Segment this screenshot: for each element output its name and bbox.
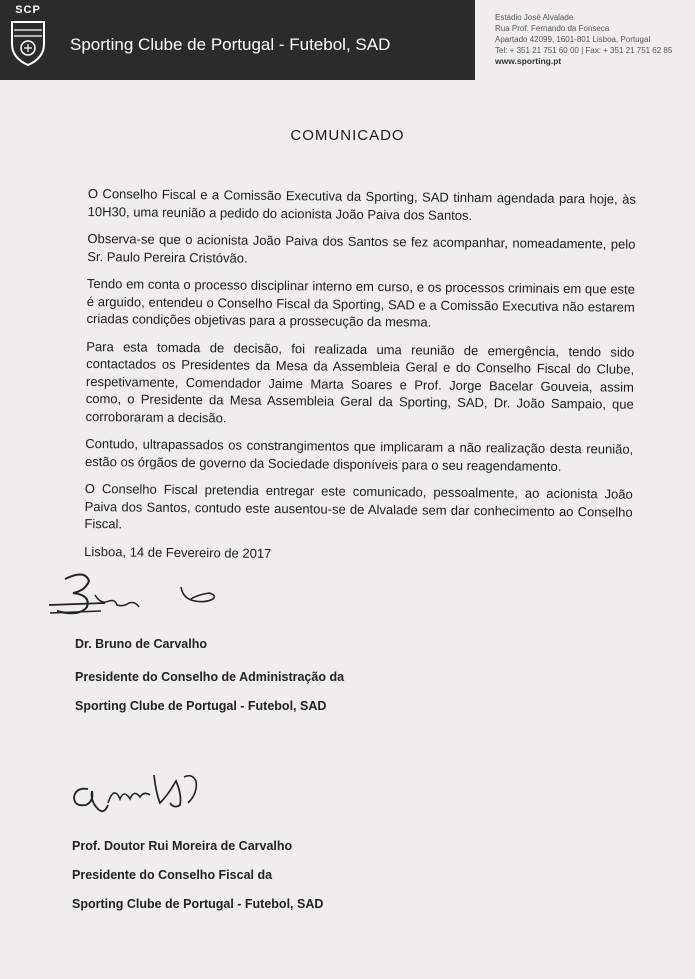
paragraph: O Conselho Fiscal pretendia entregar este comunicado, pessoalmente, ao acionista João Paiva dos Santos, contudo este ausentou-se de Alvalade sem dar conhecimento ao Conselho Fiscal. [84,480,633,532]
signature-bruno-de-carvalho [45,565,235,625]
signatory-title: Sporting Clube de Portugal - Futebol, SAD [72,897,324,911]
address-block [495,12,695,67]
signatory-title: Presidente do Conselho Fiscal da [72,868,273,882]
letterhead-banner [0,0,475,80]
signatory-name: Dr. Bruno de Carvalho [75,637,207,651]
signatory-title: Presidente do Conselho de Administração da [75,670,345,684]
paragraph: Para esta tomada de decisão, foi realizada uma reunião de emergência, tendo sido contactados os Presidentes da Mesa da Assembleia Geral e do Conselho Fiscal do Clube, respetivamente, Comendador Jaime Marta Soares e Prof. Jorge Bacelar Gouveia, assim como, o Presidente da Mesa Assembleia Geral da Sporting, SAD, Dr. João Sampaio, que corroboraram a decisão. [85,338,635,425]
paragraph: Contudo, ultrapassados os constrangimentos que implicaram a não realização desta reunião, estão os órgãos de governo da Sociedade disponíveis para o seu reagendamento. [85,435,634,474]
margin-mark [1,262,7,352]
website-link[interactable]: www.sporting.pt [495,56,562,66]
document-date: Lisboa, 14 de Fevereiro de 2017 [84,543,272,561]
address-line: Rua Prof. Fernando da Fonseca [495,24,610,33]
signature-rui-moreira-de-carvalho [64,765,214,820]
contact-line: Tel: + 351 21 751 60 00 | Fax: + 351 21 751 62 85 [495,46,673,55]
paragraph: O Conselho Fiscal e a Comissão Executiva da Sporting, SAD tinham agendada para hoje, às 10H30, uma reunião a pedido do acionista João Paiva dos Santos. [87,185,636,223]
club-name: Sporting Clube de Portugal - Futebol, SAD [70,35,391,54]
club-crest-icon [6,8,50,68]
document-body [84,185,636,576]
address-line: Apartado 42099, 1601-801 Lisboa, Portugal [495,35,651,44]
document-title: COMUNICADO [290,127,405,144]
signatory-title: Sporting Clube de Portugal - Futebol, SAD [75,699,327,713]
address-line: Estádio José Alvalade [495,13,574,22]
logo-text: SCP [15,4,41,16]
signatory-name: Prof. Doutor Rui Moreira de Carvalho [72,839,293,853]
paragraph: Observa-se que o acionista João Paiva dos Santos se fez acompanhar, nomeadamente, pelo Sr. Paulo Pereira Cristóvão. [87,230,636,266]
paragraph: Tendo em conta o processo disciplinar interno em curso, e os processos criminais em que este é arguido, entendeu o Conselho Fiscal da Sporting, SAD e a Comissão Executiva não estarem criadas condições objetivas para a prossecução da mesma. [86,275,636,330]
